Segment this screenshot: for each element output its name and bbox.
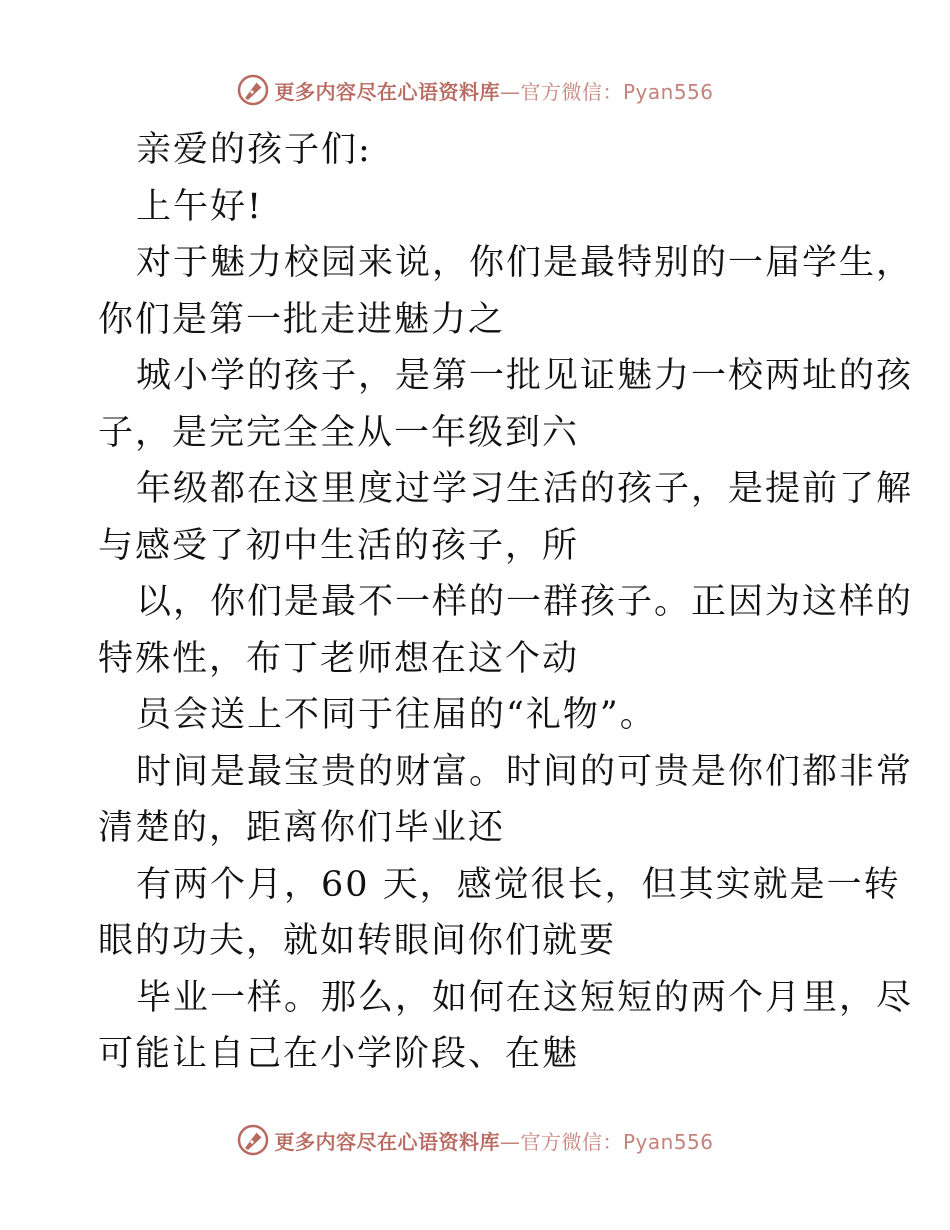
text-line: 城小学的孩子，是第一批见证魅力一校两址的孩 — [136, 356, 914, 396]
text-line: 你们是第一批走进魅力之 — [98, 299, 506, 340]
text-line: 员会送上不同于往届的“礼物”。 — [136, 695, 657, 735]
text-line: 以，你们是最不一样的一群孩子。正因为这样的 — [136, 582, 914, 622]
document-body — [98, 122, 914, 1083]
footer-watermark — [0, 1120, 950, 1160]
header-watermark — [0, 70, 950, 110]
watermark-text: 更多内容尽在心语资料库—官方微信：Pyan556 — [274, 1129, 714, 1154]
text-line: 时间是最宝贵的财富。时间的可贵是你们都非常 — [136, 751, 914, 792]
text-line: 对于魅力校园来说，你们是最特别的一届学生， — [136, 243, 914, 283]
text-line: 清楚的，距离你们毕业还 — [98, 808, 506, 848]
text-line: 年级都在这里度过学习生活的孩子，是提前了解 — [136, 469, 914, 509]
text-line: 上午好! — [136, 186, 264, 227]
watermark-text: 更多内容尽在心语资料库—官方微信：Pyan556 — [274, 79, 714, 104]
text-line: 亲爱的孩子们: — [136, 130, 372, 170]
pen-nib-logo-icon — [236, 73, 270, 107]
text-line: 子，是完完全全从一年级到六 — [98, 412, 580, 453]
text-line: 眼的功夫，就如转眼间你们就要 — [98, 921, 617, 961]
text-line: 有两个月，60 天，感觉很长，但其实就是一转 — [136, 864, 901, 905]
text-line: 特殊性，布丁老师想在这个动 — [98, 638, 580, 679]
text-line: 与感受了初中生活的孩子，所 — [98, 525, 580, 566]
pen-nib-logo-icon — [236, 1123, 270, 1157]
text-line: 毕业一样。那么，如何在这短短的两个月里，尽 — [136, 977, 914, 1018]
text-line: 可能让自己在小学阶段、在魅 — [98, 1034, 580, 1074]
